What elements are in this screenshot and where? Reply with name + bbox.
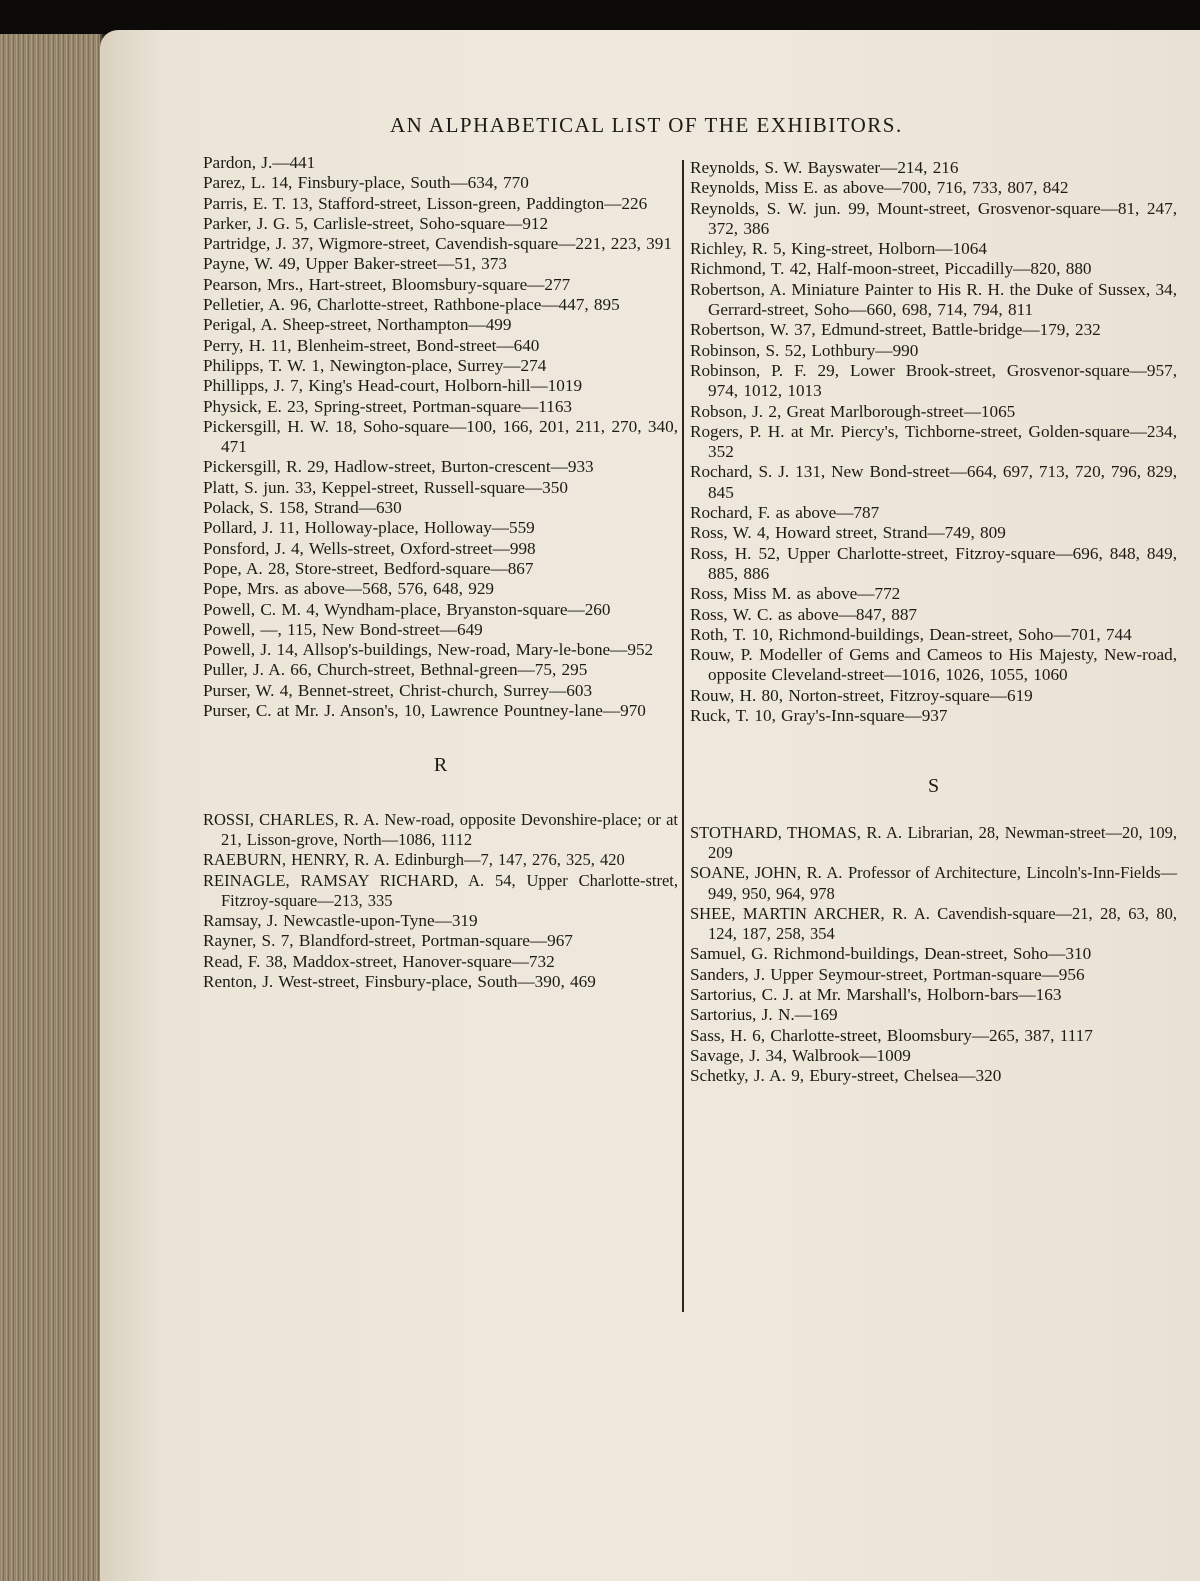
entries-r-list — [203, 810, 678, 993]
exhibitor-entry: Richmond, T. 42, Half-moon-street, Piccadilly—820, 880 — [690, 259, 1092, 279]
exhibitor-entry: Powell, —, 115, New Bond-street—649 — [203, 619, 483, 639]
exhibitor-entry: Sartorius, J. N.—169 — [690, 1005, 838, 1025]
exhibitor-entry: Read, F. 38, Maddox-street, Hanover-square—732 — [203, 951, 555, 971]
exhibitor-entry: Pollard, J. 11, Holloway-place, Holloway—559 — [203, 518, 535, 538]
exhibitor-entry: Ross, Miss M. as above—772 — [690, 584, 901, 604]
exhibitor-entry: Ross, W. 4, Howard street, Strand—749, 809 — [690, 523, 1006, 543]
exhibitor-entry: Ross, H. 52, Upper Charlotte-street, Fitzroy-square—696, 848, 849, 885, 886 — [690, 543, 1177, 583]
exhibitor-entry: Perigal, A. Sheep-street, Northampton—499 — [203, 315, 512, 335]
exhibitor-entry: Platt, S. jun. 33, Keppel-street, Russell-square—350 — [203, 477, 568, 497]
exhibitor-entry: Ruck, T. 10, Gray's-Inn-square—937 — [690, 706, 948, 726]
exhibitor-entry: Perry, H. 11, Blenheim-street, Bond-street—640 — [203, 335, 540, 355]
exhibitor-entry: Physick, E. 23, Spring-street, Portman-square—1163 — [203, 396, 573, 416]
exhibitor-entry: Purser, W. 4, Bennet-street, Christ-church, Surrey—603 — [203, 680, 593, 700]
left-column — [203, 153, 678, 992]
exhibitor-entry: Robinson, S. 52, Lothbury—990 — [690, 340, 919, 360]
exhibitor-entry: REINAGLE, RAMSAY RICHARD, A. 54, Upper Charlotte-stret, Fitzroy-square—213, 335 — [203, 870, 678, 910]
exhibitor-entry: Roth, T. 10, Richmond-buildings, Dean-street, Soho—701, 744 — [690, 624, 1132, 644]
exhibitor-entry: Powell, C. M. 4, Wyndham-place, Bryanston-square—260 — [203, 599, 611, 619]
entries-p-list — [203, 153, 678, 721]
scan-top-border — [0, 0, 1200, 34]
exhibitor-entry: Polack, S. 158, Strand—630 — [203, 498, 402, 518]
exhibitor-entry: Pope, A. 28, Store-street, Bedford-square—867 — [203, 558, 534, 578]
exhibitor-entry: SOANE, JOHN, R. A. Professor of Architecture, Lincoln's-Inn-Fields—949, 950, 964, 978 — [690, 863, 1177, 903]
column-divider — [682, 160, 684, 1312]
exhibitor-entry: Richley, R. 5, King-street, Holborn—1064 — [690, 239, 987, 259]
exhibitor-entry: Pelletier, A. 96, Charlotte-street, Rathbone-place—447, 895 — [203, 295, 620, 315]
exhibitor-entry: Pickersgill, H. W. 18, Soho-square—100, 166, 201, 211, 270, 340, 471 — [203, 416, 678, 457]
exhibitor-entry: Robson, J. 2, Great Marlborough-street—1065 — [690, 401, 1016, 421]
exhibitor-entry: Pearson, Mrs., Hart-street, Bloomsbury-square—277 — [203, 274, 571, 294]
exhibitor-entry: Partridge, J. 37, Wigmore-street, Cavendish-square—221, 223, 391 — [203, 234, 672, 254]
exhibitor-entry: Reynolds, Miss E. as above—700, 716, 733, 807, 842 — [690, 178, 1069, 198]
exhibitor-entry: Parris, E. T. 13, Stafford-street, Lisson-green, Paddington—226 — [203, 193, 648, 213]
exhibitor-entry: STOTHARD, THOMAS, R. A. Librarian, 28, Newman-street—20, 109, 209 — [690, 822, 1177, 862]
exhibitor-entry: Reynolds, S. W. Bayswater—214, 216 — [690, 158, 959, 177]
exhibitor-entry: Sartorius, C. J. at Mr. Marshall's, Holborn-bars—163 — [690, 984, 1062, 1004]
entries-s-list — [690, 823, 1177, 1087]
exhibitor-entry: Rouw, P. Modeller of Gems and Cameos to His Majesty, New-road, opposite Cleveland-street—1016, 1026, 1055, 1060 — [690, 645, 1177, 685]
exhibitor-entry: Pardon, J.—441 — [203, 153, 316, 172]
exhibitor-entry: Robinson, P. F. 29, Lower Brook-street, Grosvenor-square—957, 974, 1012, 1013 — [690, 360, 1177, 401]
section-heading-s: S — [927, 775, 940, 798]
exhibitor-entry: Philipps, T. W. 1, Newington-place, Surrey—274 — [203, 355, 547, 375]
exhibitor-entry: Puller, J. A. 66, Church-street, Bethnal-green—75, 295 — [203, 660, 588, 680]
exhibitor-entry: Phillipps, J. 7, King's Head-court, Holborn-hill—1019 — [203, 376, 583, 396]
section-heading-r: R — [433, 754, 448, 777]
exhibitor-entry: Rochard, F. as above—787 — [690, 503, 880, 523]
exhibitor-entry: ROSSI, CHARLES, R. A. New-road, opposite Devonshire-place; or at 21, Lisson-grove, North—1086, 1112 — [203, 809, 678, 849]
exhibitor-entry: Rayner, S. 7, Blandford-street, Portman-square—967 — [203, 931, 573, 951]
exhibitor-entry: Rogers, P. H. at Mr. Piercy's, Tichborne-street, Golden-square—234, 352 — [690, 421, 1177, 462]
exhibitor-entry: Ross, W. C. as above—847, 887 — [690, 604, 918, 624]
exhibitor-entry: Savage, J. 34, Walbrook—1009 — [690, 1045, 911, 1065]
exhibitor-entry: Robertson, A. Miniature Painter to His R. H. the Duke of Sussex, 34, Gerrard-street, Soho—660, 698, 714, 794, 811 — [690, 279, 1177, 320]
exhibitor-entry: Purser, C. at Mr. J. Anson's, 10, Lawrence Pountney-lane—970 — [203, 701, 646, 721]
exhibitor-entry: Samuel, G. Richmond-buildings, Dean-street, Soho—310 — [690, 944, 1092, 964]
book-page-edges — [0, 34, 102, 1581]
exhibitor-entry: Rouw, H. 80, Norton-street, Fitzroy-square—619 — [690, 685, 1033, 705]
exhibitor-entry: Payne, W. 49, Upper Baker-street—51, 373 — [203, 254, 507, 274]
exhibitor-entry: Rochard, S. J. 131, New Bond-street—664, 697, 713, 720, 796, 829, 845 — [690, 462, 1177, 502]
exhibitor-entry: Schetky, J. A. 9, Ebury-street, Chelsea—320 — [690, 1066, 1002, 1086]
exhibitor-entry: Parez, L. 14, Finsbury-place, South—634, 770 — [203, 173, 529, 193]
entries-r-continued-list — [690, 158, 1177, 726]
exhibitor-entry: RAEBURN, HENRY, R. A. Edinburgh—7, 147, 276, 325, 420 — [203, 850, 625, 870]
right-column — [690, 158, 1177, 1086]
exhibitor-entry: Sass, H. 6, Charlotte-street, Bloomsbury—265, 387, 1117 — [690, 1025, 1093, 1045]
exhibitor-entry: Renton, J. West-street, Finsbury-place, South—390, 469 — [203, 971, 596, 991]
page-title: AN ALPHABETICAL LIST OF THE EXHIBITORS. — [390, 113, 903, 137]
exhibitor-entry: Reynolds, S. W. jun. 99, Mount-street, Grosvenor-square—81, 247, 372, 386 — [690, 198, 1177, 238]
exhibitor-entry: Robertson, W. 37, Edmund-street, Battle-bridge—179, 232 — [690, 320, 1101, 340]
exhibitor-entry: SHEE, MARTIN ARCHER, R. A. Cavendish-square—21, 28, 63, 80, 124, 187, 258, 354 — [690, 903, 1177, 944]
exhibitor-entry: Powell, J. 14, Allsop's-buildings, New-road, Mary-le-bone—952 — [203, 640, 654, 660]
exhibitor-entry: Ramsay, J. Newcastle-upon-Tyne—319 — [203, 911, 478, 931]
exhibitor-entry: Sanders, J. Upper Seymour-street, Portman-square—956 — [690, 964, 1085, 984]
exhibitor-entry: Pope, Mrs. as above—568, 576, 648, 929 — [203, 579, 495, 599]
exhibitor-entry: Parker, J. G. 5, Carlisle-street, Soho-square—912 — [203, 213, 549, 233]
exhibitor-entry: Ponsford, J. 4, Wells-street, Oxford-street—998 — [203, 538, 536, 558]
exhibitor-entry: Pickersgill, R. 29, Hadlow-street, Burton-crescent—933 — [203, 457, 594, 477]
